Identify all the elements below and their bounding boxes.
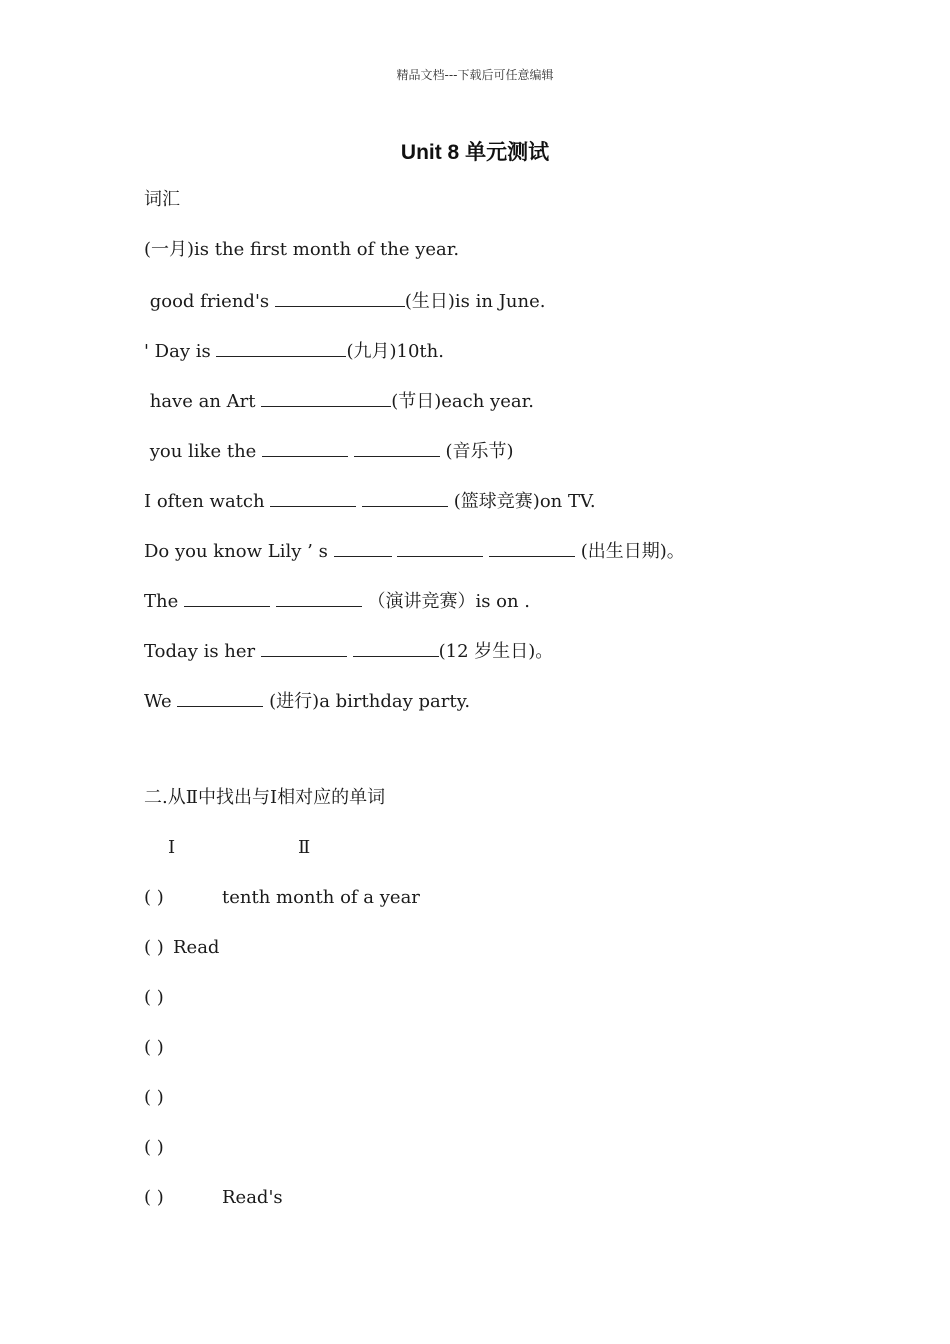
exercise-5: you like the (音乐节) (144, 438, 514, 464)
answer-blank[interactable] (177, 688, 263, 707)
exercise-3: ' Day is (九月)10th. (144, 338, 444, 364)
exercise-6: I often watch (篮球竞赛)on TV. (144, 488, 596, 514)
section-heading-vocab: 词汇 (144, 189, 180, 210)
answer-blank[interactable] (261, 638, 347, 657)
answer-blank[interactable] (354, 438, 440, 457)
exercise-8: The （演讲竞赛）is on . (144, 588, 530, 614)
match-paren[interactable]: ( ) (144, 1187, 164, 1208)
match-text: Read's (222, 1187, 283, 1208)
exercise-10: We (进行)a birthday party. (144, 688, 470, 714)
exercise-1: (一月)is the first month of the year. (144, 239, 460, 260)
exercise-4: have an Art (节日)each year. (144, 388, 534, 414)
answer-blank[interactable] (276, 588, 362, 607)
answer-blank[interactable] (353, 638, 439, 657)
match-paren[interactable]: ( ) (144, 987, 164, 1008)
match-paren[interactable]: ( ) (144, 1037, 164, 1058)
answer-blank[interactable] (216, 338, 346, 357)
answer-blank[interactable] (184, 588, 270, 607)
section-heading-matching: 二.从Ⅱ中找出与Ⅰ相对应的单词 (144, 787, 386, 808)
exercise-9: Today is her (12 岁生日)。 (144, 638, 553, 664)
answer-blank[interactable] (275, 288, 405, 307)
match-paren[interactable]: ( ) (144, 887, 164, 908)
answer-blank[interactable] (261, 388, 391, 407)
answer-blank[interactable] (334, 538, 392, 557)
answer-blank[interactable] (262, 438, 348, 457)
answer-blank[interactable] (362, 488, 448, 507)
answer-blank[interactable] (270, 488, 356, 507)
match-paren[interactable]: ( ) (144, 1087, 164, 1108)
match-text: Read (173, 937, 220, 958)
answer-blank[interactable] (397, 538, 483, 557)
exercise-7: Do you know Lily ’ s (出生日期)。 (144, 538, 685, 564)
answer-blank[interactable] (489, 538, 575, 557)
column-i-label: Ⅰ (168, 837, 176, 858)
page-title: Unit 8 单元测试 (400, 141, 550, 164)
match-paren[interactable]: ( ) (144, 937, 164, 958)
match-text: tenth month of a year (222, 887, 420, 908)
match-paren[interactable]: ( ) (144, 1137, 164, 1158)
column-ii-label: Ⅱ (298, 837, 311, 858)
page-header: 精品文档---下载后可任意编辑 (396, 68, 554, 82)
exercise-2: good friend's (生日)is in June. (144, 288, 545, 314)
